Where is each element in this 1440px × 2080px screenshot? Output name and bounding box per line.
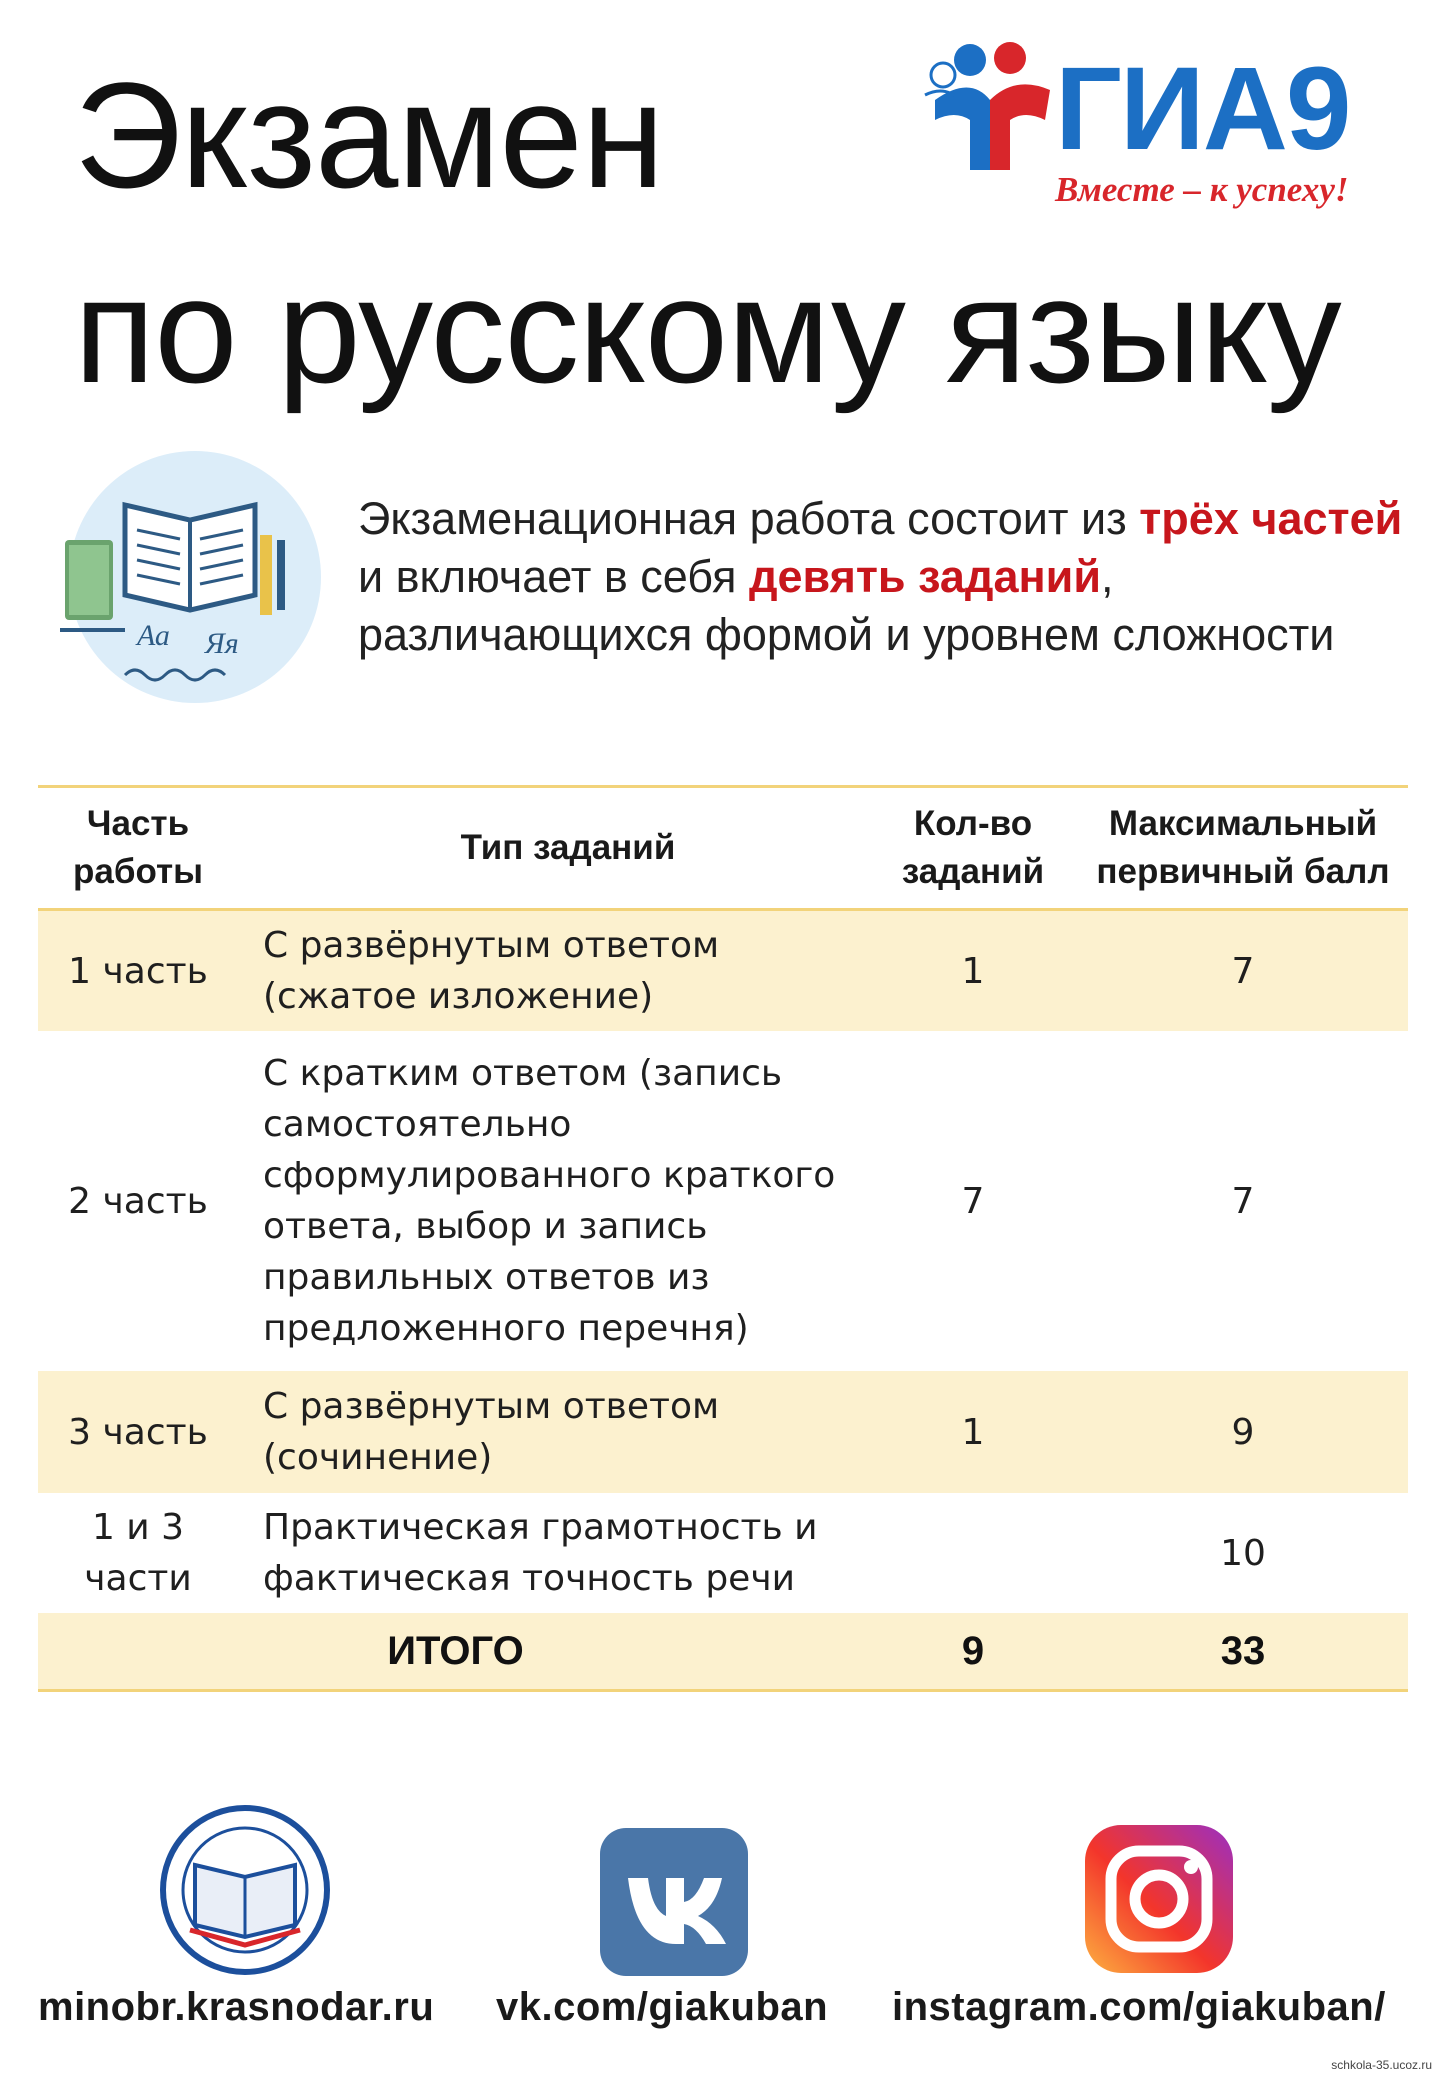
row-type: Практическая грамотность и фактическая точность речи [263, 1507, 818, 1599]
row-type: С развёрнутым ответом (сжатое изложение) [263, 925, 720, 1017]
row-count [868, 1493, 1078, 1613]
row-part: 2 часть [68, 1180, 208, 1222]
row-score: 7 [1231, 950, 1255, 992]
header-type: Тип заданий [460, 828, 676, 867]
letters-ya: Яя [205, 627, 239, 660]
watermark: schkola-35.ucoz.ru [1331, 2058, 1432, 2072]
footer-link-vk[interactable]: vk.com/giakuban [496, 1985, 829, 2029]
table-row [38, 1031, 1408, 1371]
footer-link-instagram[interactable]: instagram.com/giakuban/ [892, 1985, 1386, 2029]
table-row [38, 1371, 1408, 1493]
intro-text-2: и включает в себя [358, 551, 749, 602]
intro-highlight-parts: трёх частей [1139, 493, 1403, 544]
vk-icon[interactable] [600, 1828, 748, 1976]
gia9-logo [915, 30, 1405, 220]
row-part: 1 часть [68, 950, 208, 992]
letters-aa: Аа [137, 619, 170, 652]
header-count: Кол-во заданий [901, 804, 1045, 891]
row-score: 10 [1220, 1532, 1266, 1574]
page-title-line1: Экзамен [74, 51, 664, 219]
table-row [38, 911, 1408, 1031]
intro-paragraph [358, 490, 1418, 664]
total-score: 33 [1220, 1628, 1266, 1673]
row-part: 1 и 3 части [84, 1507, 192, 1599]
exam-structure-table [38, 785, 1408, 1692]
footer-link-minobr[interactable]: minobr.krasnodar.ru [38, 1985, 435, 2029]
gia9-slogan: Вместе – к успеху! [1055, 170, 1349, 209]
instagram-icon[interactable] [1085, 1825, 1233, 1973]
row-type: С развёрнутым ответом (сочинение) [263, 1386, 720, 1478]
gia9-people-logo-icon [915, 30, 1065, 180]
table-header-row [38, 785, 1408, 911]
row-count: 7 [961, 1180, 985, 1222]
ministry-emblem-icon [160, 1805, 330, 1975]
header-score: Максимальный первичный балл [1096, 804, 1390, 891]
header-part: Часть работы [72, 804, 203, 891]
intro-highlight-tasks: девять заданий [748, 551, 1101, 602]
open-book-letters-icon [55, 445, 325, 710]
total-label: ИТОГО [387, 1628, 524, 1673]
row-count: 1 [961, 1411, 985, 1453]
gia9-logo-text: ГИА9 [1055, 43, 1350, 175]
row-part: 3 часть [68, 1411, 208, 1453]
row-score: 9 [1231, 1411, 1255, 1453]
row-type: С кратким ответом (запись самостоятельно сформулированного краткого ответа, выбор и запись правильных ответов из предложенного перечня) [263, 1053, 836, 1349]
page-title-line2: по русскому языку [74, 246, 1341, 414]
table-row [38, 1493, 1408, 1613]
intro-text-3: , различающихся формой и уровнем сложности [358, 551, 1335, 660]
row-score: 7 [1231, 1180, 1255, 1222]
table-total-row [38, 1613, 1408, 1692]
intro-text-1: Экзаменационная работа состоит из [358, 493, 1140, 544]
total-count: 9 [961, 1628, 985, 1673]
row-count: 1 [961, 950, 985, 992]
